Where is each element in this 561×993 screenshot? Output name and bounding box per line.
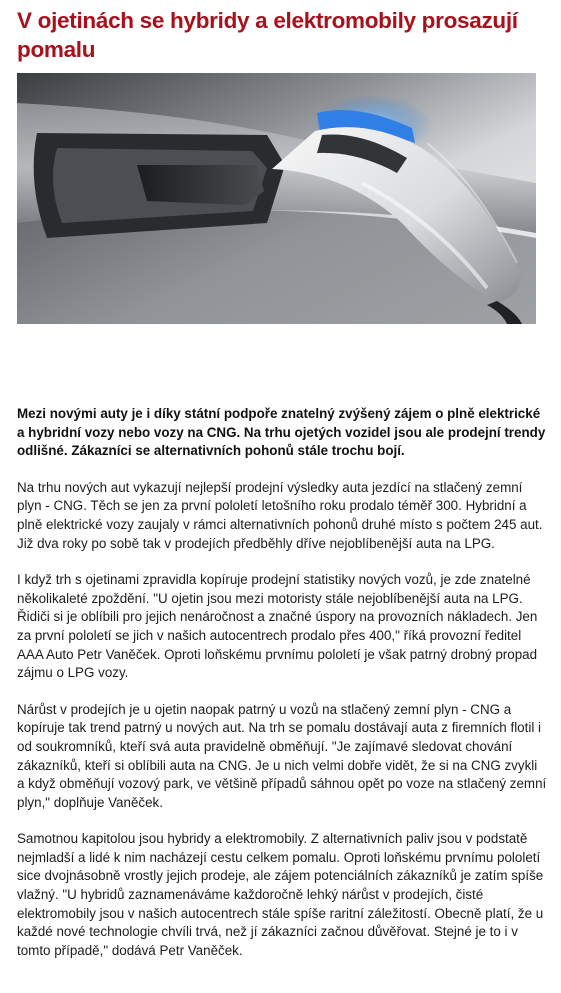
article-paragraph: Nárůst v prodejích je u ojetin naopak patrný u vozů na stlačený zemní plyn - CNG a kopíruje tak trend patrný u nových aut. Na trh se pomalu dostávají auta z firemních flotil i od soukromníků, kteří svá auta pravidelně obměňují. "Je zajímavé sledovat chování zákazníků, kteří si oblíbili auta na CNG. Je u nich velmi dobře vidět, že si na CNG zvykli a když obměňují vozový park, ve většině případů sáhnou opět po voze na stlačený zemní plyn," doplňuje Vaněček. <box>17 701 547 810</box>
article-body <box>17 405 547 978</box>
article-paragraph: Samotnou kapitolou jsou hybridy a elektromobily. Z alternativních paliv jsou v podstatě nejmladší a lidé k nim nacházejí cestu celkem pomalu. Oproti loňskému prvnímu pololetí sice dvojnásobně vrostly jejich prodeje, ale zájem potenciálních zákazníků je zatím spíše vlažný. "U hybridů zaznamenáváme každoročně lehký nárůst v prodejích, čisté elektromobily jsou v našich autocentrech stále spíše raritní záležitostí. Obecně platí, že u každé nové technologie chvíli trvá, než jí zákazníci začnou důvěřovat. Stejné je to i v tomto případě," dodává Petr Vaněček. <box>17 831 544 958</box>
article-title: V ojetinách se hybridy a elektromobily prosazují pomalu <box>17 8 518 62</box>
article-paragraph: Na trhu nových aut vykazují nejlepší prodejní výsledky auta jezdící na stlačený zemní plyn - CNG. Těch se jen za první pololetí letošního roku prodalo téměř 300. Hybridní a plně elektrické vozy zaujaly v rámci alternativních pohonů druhé místo s počtem 245 aut. Již dva roky po sobě tak v prodejích předběhly dříve nejoblíbenější auta na LPG. <box>17 479 543 551</box>
article-lead: Mezi novými auty je i díky státní podpoře znatelný zvýšený zájem o plně elektrické a hybridní vozy nebo vozy na CNG. Na trhu ojetých vozidel jsou ale prodejní trendy odlišné. Zákazníci se alternativních pohonů stále trochu bojí. <box>17 406 546 459</box>
article-paragraph: I když trh s ojetinami zpravidla kopíruje prodejní statistiky nových vozů, je zde znatelné několikaleté zpoždění. "U ojetin jsou mezi motoristy stále nejoblíbenější auta na LPG. Řidiči si je oblíbili pro jejich nenáročnost a značné úspory na provozních nákladech. Jen za první pololetí se jich v našich autocentrech prodalo přes 400," říká provozní ředitel AAA Auto Petr Vaněček. Oproti loňskému prvnímu pololetí je však patrný drobný propad zájmu o LPG vozy. <box>17 572 538 681</box>
ev-charging-connector-photo <box>17 73 536 324</box>
